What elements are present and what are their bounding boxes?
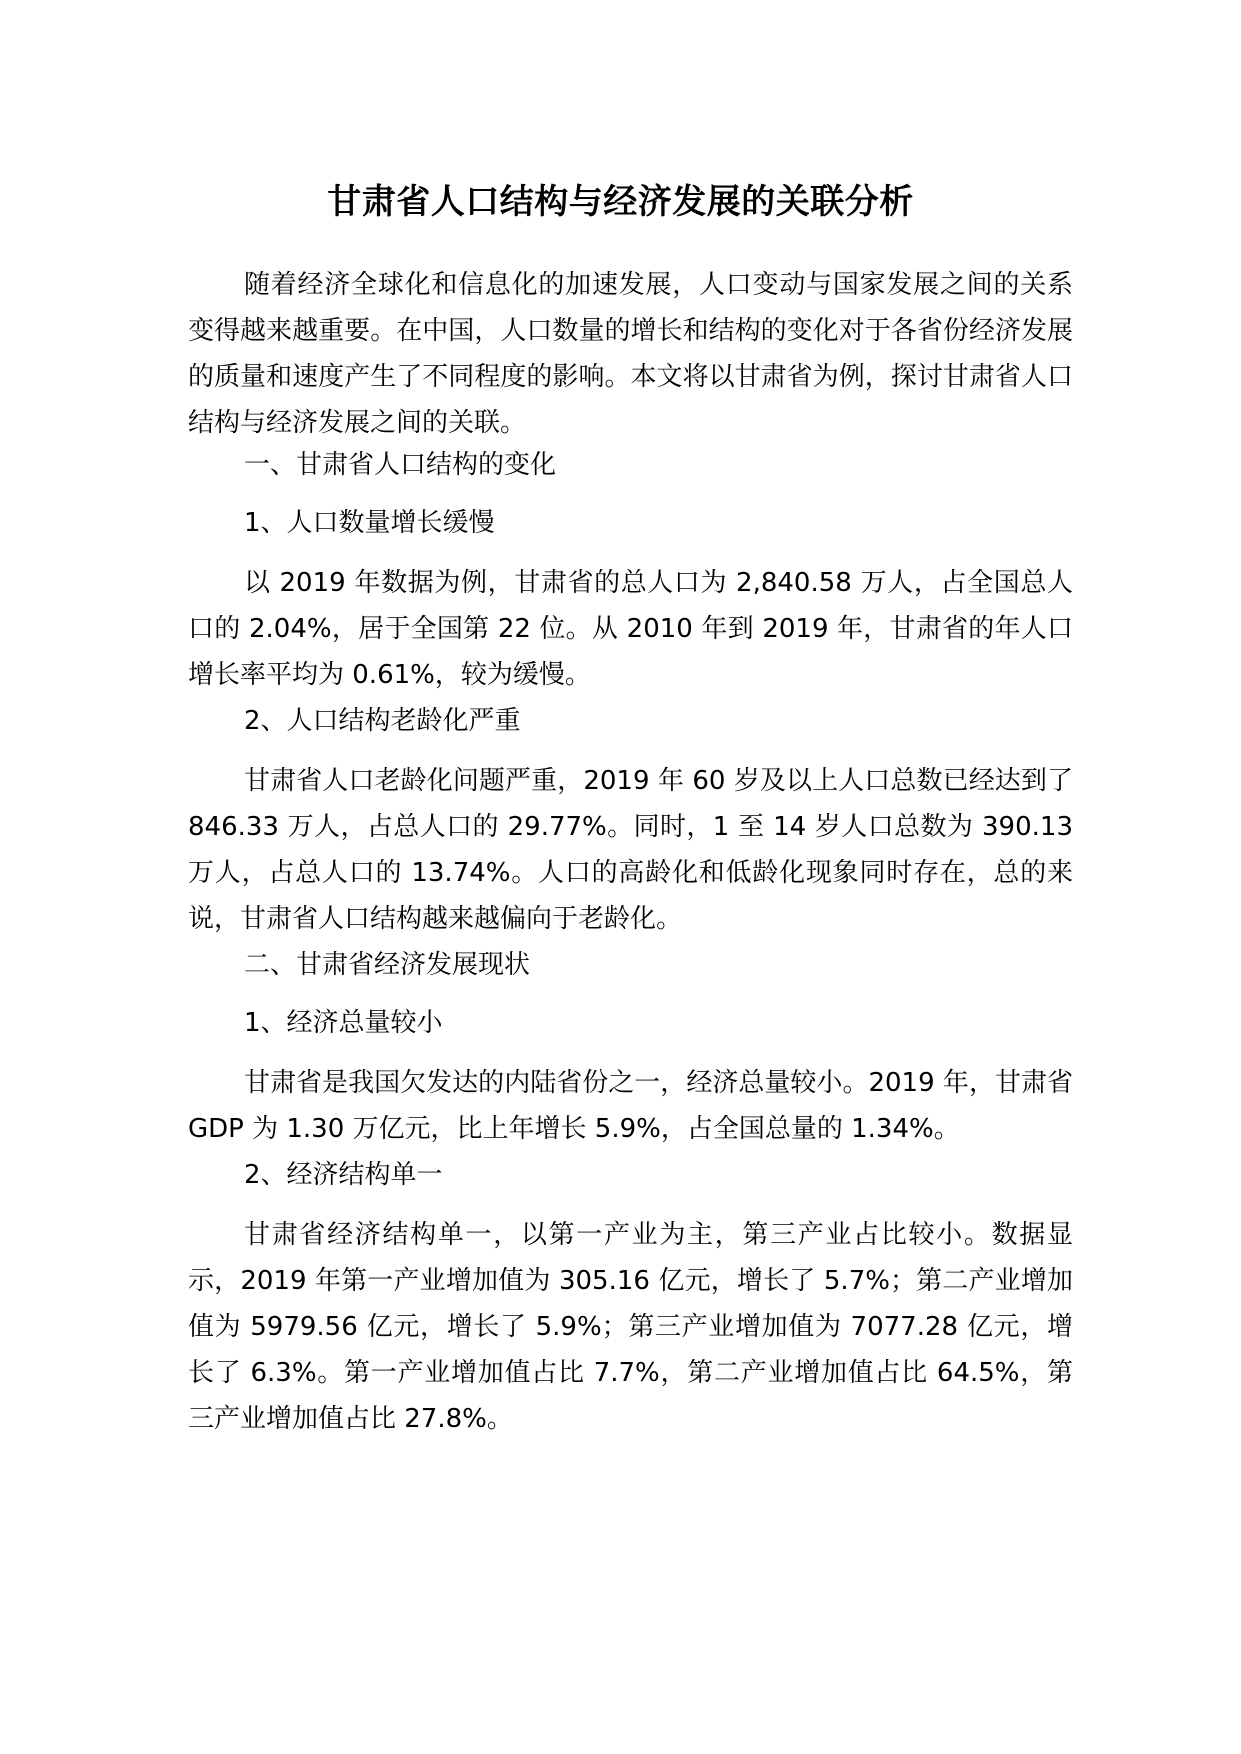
section-1-heading: 一、甘肃省人口结构的变化 bbox=[244, 450, 557, 480]
section-2-2-paragraph: 甘肃省经济结构单一，以第一产业为主，第三产业占比较小。数据显示，2019 年第一产业增加值为 305.16 亿元，增长了 5.7%；第二产业增加值为 5979.56 亿元，增长了 5.9%；第三产业增加值为 7077.28 亿元，增长了 6.3%。第一产业增加值占比 7.7%，第二产业增加值占比 64.5%，第三产业增加值占比 27.8%。 bbox=[188, 1220, 1073, 1434]
section-1-1-heading: 1、人口数量增长缓慢 bbox=[244, 508, 495, 538]
section-1-2-paragraph: 甘肃省人口老龄化问题严重，2019 年 60 岁及以上人口总数已经达到了 846.33 万人，占总人口的 29.77%。同时，1 至 14 岁人口总数为 390.13 万人，占总人口的 13.74%。人口的高龄化和低龄化现象同时存在，总的来说，甘肃省人口结构越来越偏向于老龄化。 bbox=[188, 766, 1073, 934]
intro-paragraph: 随着经济全球化和信息化的加速发展，人口变动与国家发展之间的关系变得越来越重要。在中国，人口数量的增长和结构的变化对于各省份经济发展的质量和速度产生了不同程度的影响。本文将以甘肃省为例，探讨甘肃省人口结构与经济发展之间的关联。 bbox=[188, 270, 1073, 438]
section-2-1-paragraph: 甘肃省是我国欠发达的内陆省份之一，经济总量较小。2019 年，甘肃省 GDP 为 1.30 万亿元，比上年增长 5.9%，占全国总量的 1.34%。 bbox=[188, 1068, 1073, 1144]
section-2-2-heading: 2、经济结构单一 bbox=[244, 1160, 443, 1190]
section-2-1-heading: 1、经济总量较小 bbox=[244, 1008, 443, 1038]
section-1-2-heading: 2、人口结构老龄化严重 bbox=[244, 706, 521, 736]
document-title: 甘肃省人口结构与经济发展的关联分析 bbox=[327, 182, 914, 222]
section-1-1-paragraph: 以 2019 年数据为例，甘肃省的总人口为 2,840.58 万人，占全国总人口的 2.04%，居于全国第 22 位。从 2010 年到 2019 年，甘肃省的年人口增长率平均为 0.61%，较为缓慢。 bbox=[188, 568, 1073, 690]
section-2-heading: 二、甘肃省经济发展现状 bbox=[244, 950, 531, 980]
